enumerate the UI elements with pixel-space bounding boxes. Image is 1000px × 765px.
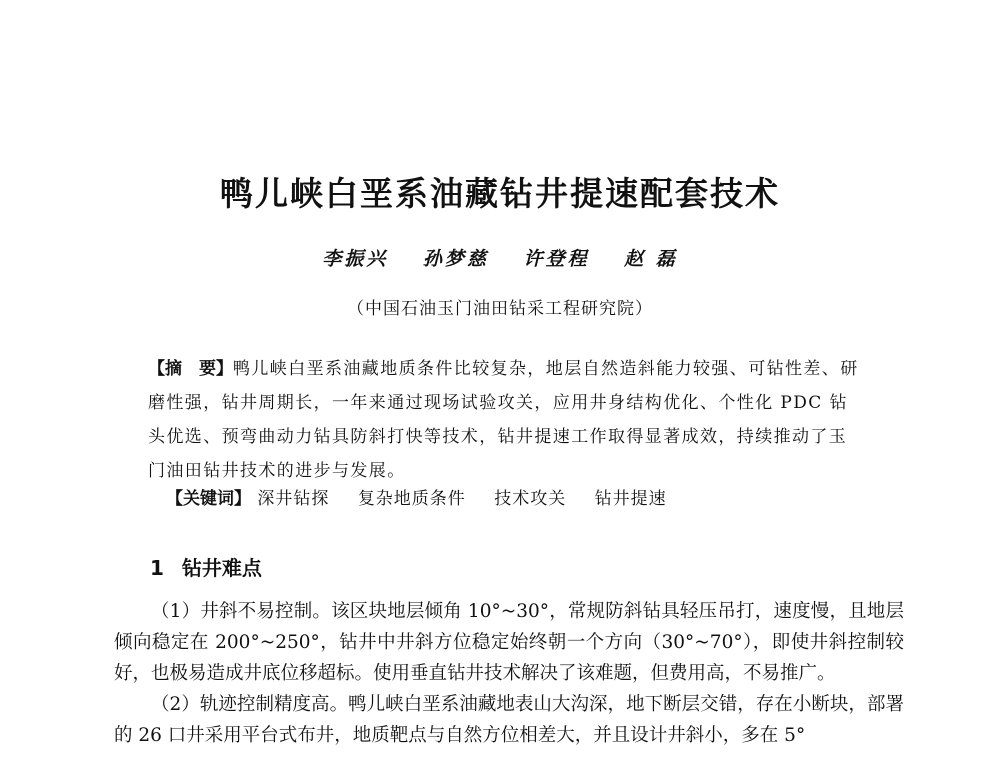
section-title: 钻井难点 [181, 556, 262, 580]
keywords [166, 484, 866, 509]
body-paragraph: （2）轨迹控制精度高。鸭儿峡白垩系油藏地表山大沟深，地下断层交错，存在小断块，部署的 26 口井采用平台式布井，地质靶点与自然方位相差大，并且设计井斜小，多在 5° [114, 694, 904, 746]
author-affiliation: （中国石油玉门油田钻采工程研究院） [347, 299, 653, 319]
keyword: 技术攻关 [494, 489, 567, 509]
author-name: 许登程 [523, 248, 590, 270]
author-list [0, 244, 1000, 271]
keywords-label: 【关键词】 [166, 489, 251, 509]
abstract-label: 【摘 要】 [148, 359, 233, 379]
section-number: 1 [150, 556, 164, 580]
section-body [114, 596, 904, 751]
paper-title: 鸭儿峡白垩系油藏钻井提速配套技术 [220, 174, 780, 213]
author-name: 李振兴 [322, 248, 389, 270]
keyword: 复杂地质条件 [357, 489, 466, 509]
section-heading [150, 552, 262, 581]
abstract-text: 鸭儿峡白垩系油藏地质条件比较复杂，地层自然造斜能力较强、可钻性差、研磨性强，钻井周期长，一年来通过现场试验攻关，应用井身结构优化、个性化 PDC 钻头优选、预弯曲动力钻具防斜打快等技术，钻井提速工作取得显著成效，持续推动了玉门油田钻井技术的进步与发展。 [148, 359, 859, 481]
author-name: 赵 磊 [624, 248, 678, 270]
author-name: 孙梦慈 [422, 248, 489, 270]
keyword: 深井钻探 [257, 489, 330, 509]
abstract [148, 352, 860, 488]
body-paragraph: （1）井斜不易控制。该区块地层倾角 10°~30°，常规防斜钻具轻压吊打，速度慢，且地层倾向稳定在 200°~250°，钻井中井斜方位稳定始终朝一个方向（30°~70°），即使井斜控制较好，也极易造成井底位移超标。使用垂直钻井技术解决了该难题，但费用高，不易推广。 [114, 601, 904, 684]
keyword: 钻井提速 [594, 489, 667, 509]
